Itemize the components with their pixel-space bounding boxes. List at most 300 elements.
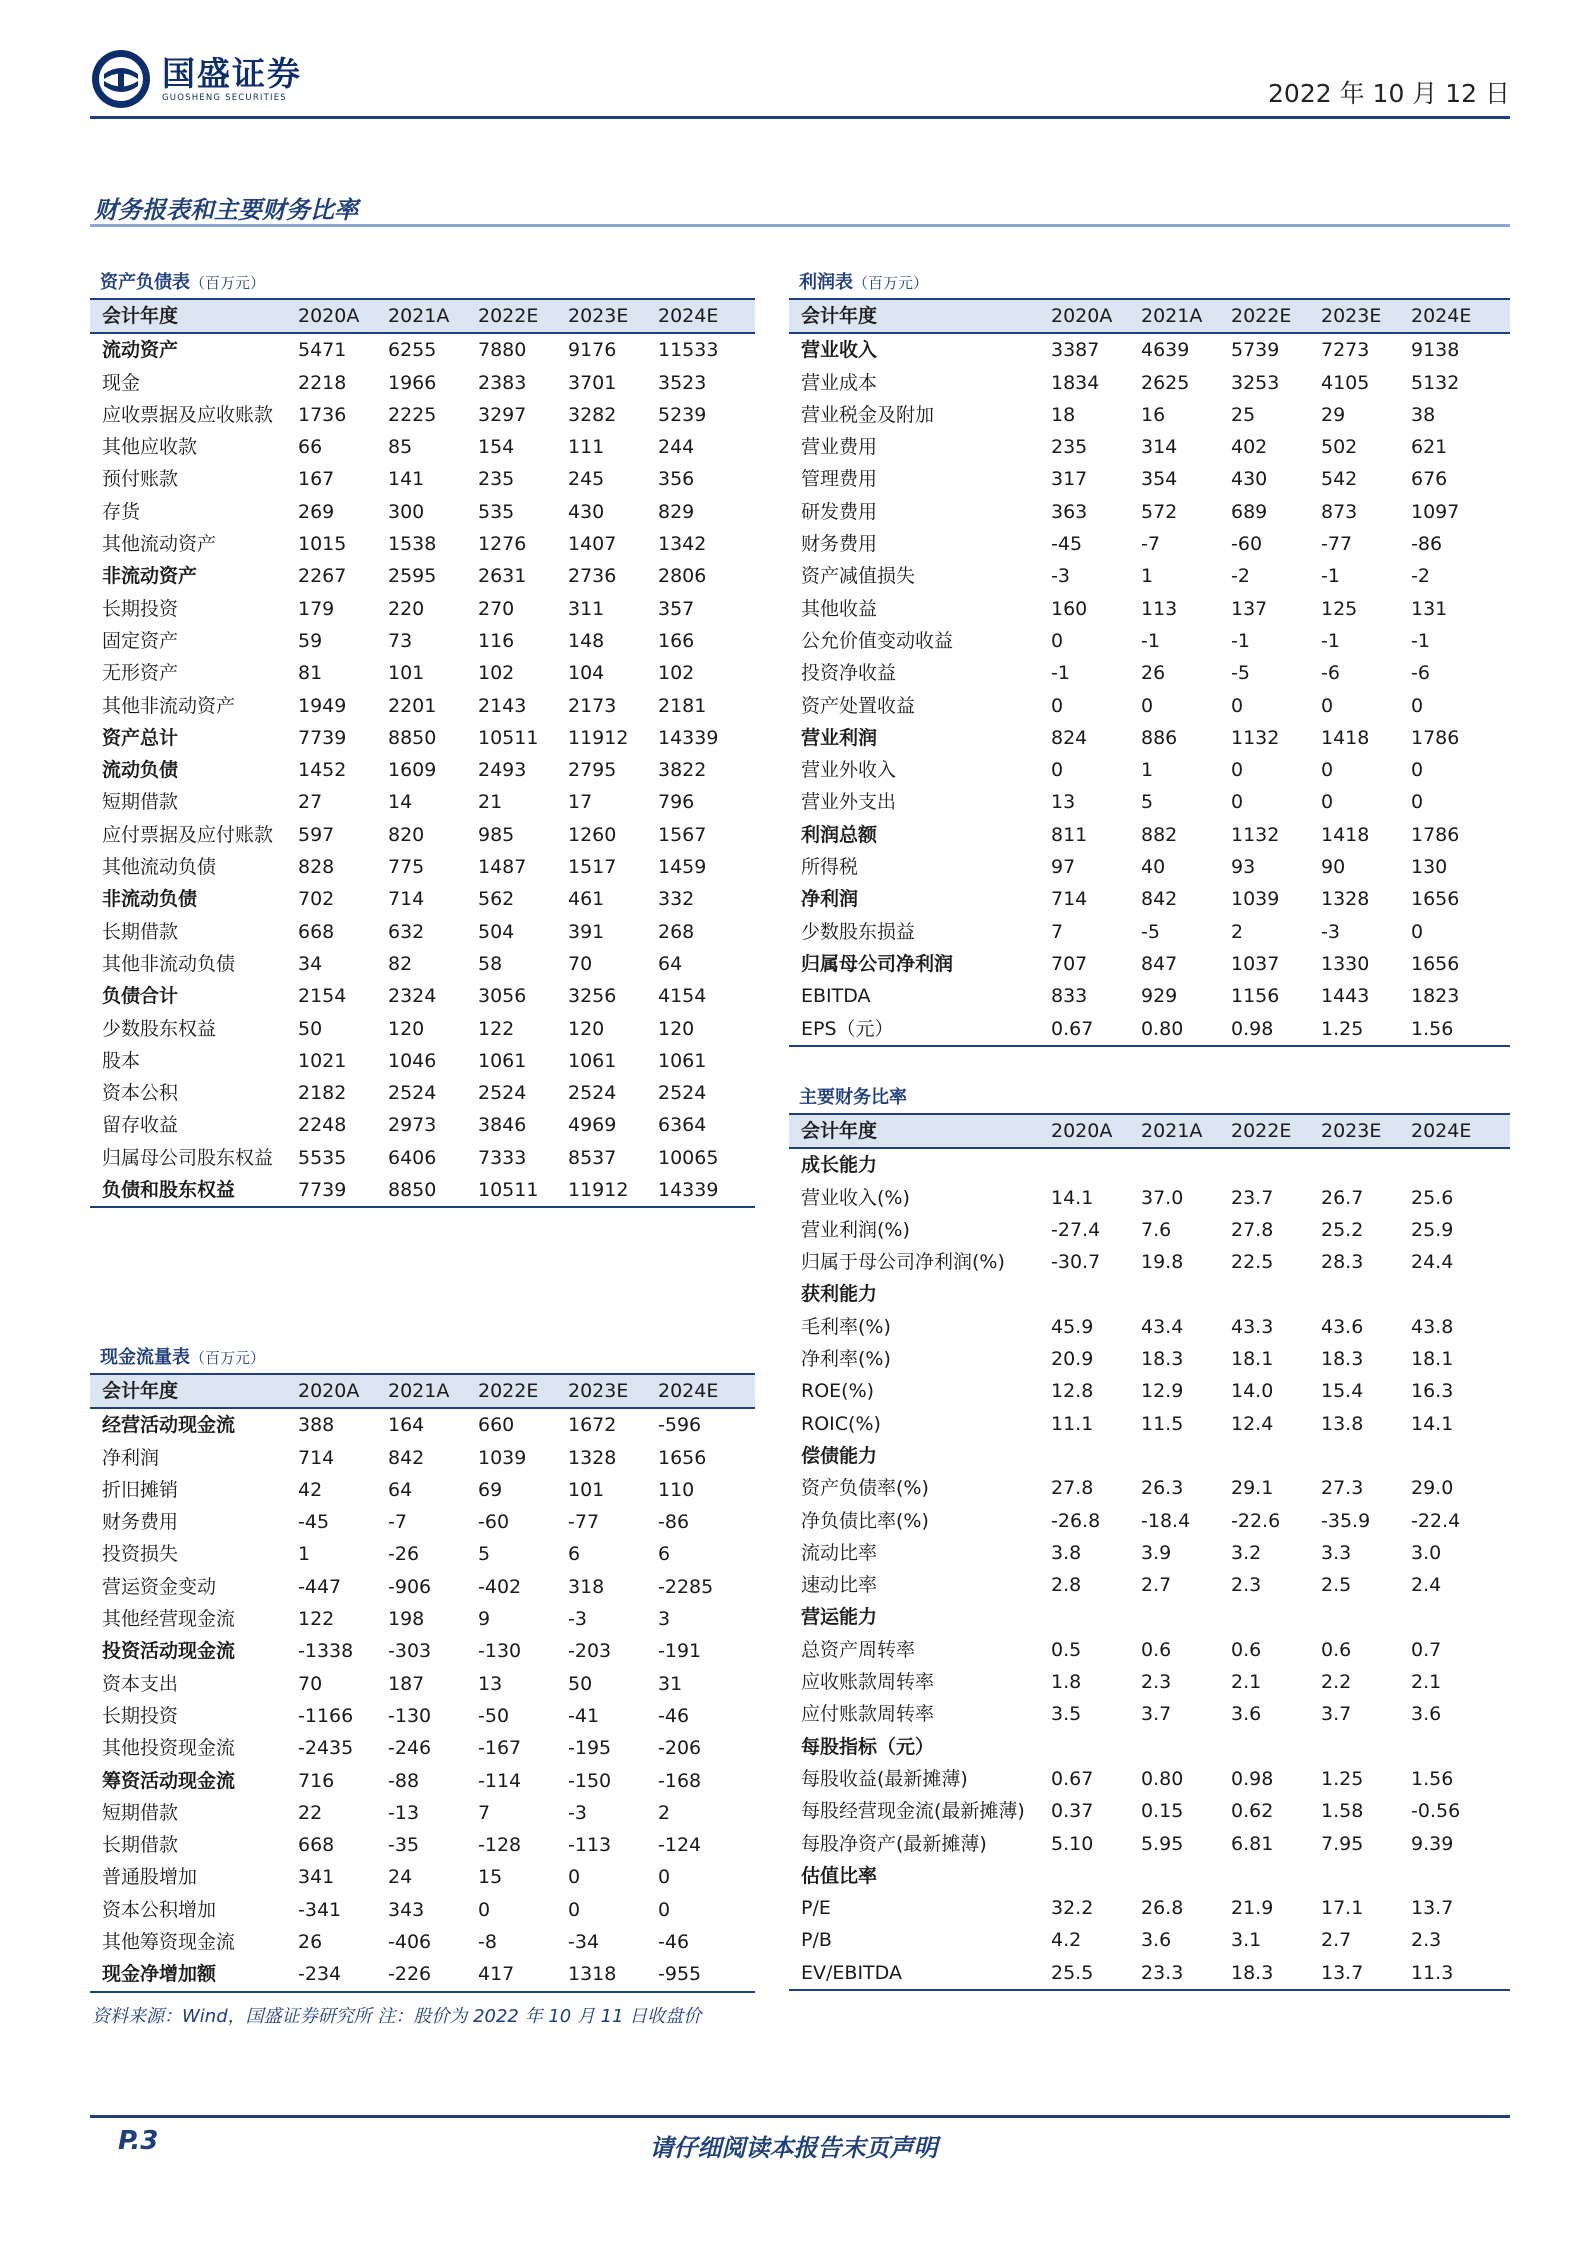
table-row — [90, 1829, 755, 1861]
cell-value: 828 — [298, 856, 335, 879]
cell-value: 1 — [1141, 759, 1154, 782]
cell-value — [1051, 1731, 1141, 1763]
balance-sheet-title — [90, 268, 755, 298]
cell-value: 2736 — [568, 565, 617, 588]
table-row — [789, 1343, 1510, 1375]
cell-value: 2324 — [388, 985, 437, 1008]
cell-value: 0 — [1411, 759, 1424, 782]
table-row — [90, 851, 755, 883]
cell-value — [1141, 1440, 1231, 1472]
row-label: 营业收入(%) — [801, 1186, 910, 1209]
cell-value: 3256 — [568, 985, 617, 1008]
cell-value: 3.6 — [1141, 1929, 1172, 1952]
cell-value: 18.1 — [1231, 1348, 1274, 1371]
cell-value: 28.3 — [1321, 1251, 1364, 1274]
table-row — [90, 1861, 755, 1893]
column-header-year: 2024E — [1411, 1115, 1510, 1148]
table-row — [789, 1666, 1510, 1698]
cell-value: -45 — [298, 1511, 330, 1534]
row-label: 每股经营现金流(最新摊薄) — [801, 1800, 1025, 1823]
cell-value: 3.1 — [1231, 1929, 1262, 1952]
cell-value: 6 — [658, 1543, 671, 1566]
cell-value — [1321, 1440, 1411, 1472]
cell-value: 2493 — [478, 759, 527, 782]
cell-value: -22.6 — [1231, 1509, 1281, 1532]
table-header-row — [90, 300, 755, 333]
cell-value: -303 — [388, 1640, 432, 1663]
table-row — [90, 819, 755, 851]
cell-value: 0.80 — [1141, 1013, 1231, 1046]
cell-value: 7739 — [298, 726, 347, 749]
cell-value: 42 — [298, 1478, 323, 1501]
row-label: 财务费用 — [801, 533, 878, 556]
cash-flow-table — [90, 1343, 755, 1993]
cell-value — [1051, 1860, 1141, 1892]
table-row — [90, 722, 755, 754]
section-divider — [90, 224, 1510, 227]
cell-value: 13.7 — [1321, 1957, 1411, 1990]
cell-value: 29.0 — [1411, 1477, 1454, 1500]
cell-value: -88 — [388, 1769, 420, 1792]
cell-value: 0 — [1411, 791, 1424, 814]
cell-value: 3297 — [478, 403, 527, 426]
cell-value: 179 — [298, 597, 335, 620]
cell-value: 2.7 — [1321, 1929, 1352, 1952]
cell-value: 833 — [1051, 985, 1088, 1008]
cell-value: 2267 — [298, 565, 347, 588]
cell-value: 1538 — [388, 533, 437, 556]
cell-value: 2383 — [478, 371, 527, 394]
cell-value: 5471 — [298, 339, 347, 362]
cell-value: 235 — [478, 468, 515, 491]
cell-value: -13 — [388, 1801, 420, 1824]
row-label: 营业税金及附加 — [801, 403, 935, 426]
cell-value: 0.67 — [1051, 1013, 1141, 1046]
table-row — [789, 948, 1510, 980]
cell-value: 2625 — [1141, 371, 1190, 394]
table-row — [90, 1668, 755, 1700]
table-row — [90, 980, 755, 1012]
row-label: 短期借款 — [102, 791, 179, 814]
cell-value: -406 — [388, 1931, 432, 1954]
column-header-year: 2021A — [1141, 1115, 1231, 1148]
table-row — [90, 916, 755, 948]
cell-value: 0.62 — [1231, 1800, 1274, 1823]
cell-value: 2795 — [568, 759, 617, 782]
row-label: 少数股东权益 — [102, 1017, 217, 1040]
table-row — [789, 1698, 1510, 1730]
cell-value: 18.3 — [1231, 1957, 1321, 1990]
cell-value: 70 — [568, 952, 593, 975]
cell-value: -7 — [388, 1511, 407, 1534]
column-header-year: 2022E — [1231, 300, 1321, 333]
cell-value: 27 — [298, 791, 323, 814]
cell-value: 886 — [1141, 726, 1178, 749]
cell-value: 2201 — [388, 694, 437, 717]
cell-value: 1517 — [568, 856, 617, 879]
row-label: 经营活动现金流 — [102, 1414, 236, 1437]
cell-value: 12.8 — [1051, 1380, 1094, 1403]
cell-value: 5 — [478, 1543, 491, 1566]
cell-value: 343 — [388, 1898, 425, 1921]
table-row — [789, 1182, 1510, 1214]
table-row — [789, 657, 1510, 689]
cell-value: 985 — [478, 823, 515, 846]
table-row — [789, 1763, 1510, 1795]
cell-value: 32.2 — [1051, 1897, 1094, 1920]
row-label: 资产处置收益 — [801, 694, 916, 717]
row-label: 流动负债 — [102, 759, 179, 782]
cell-value: -906 — [388, 1575, 432, 1598]
cell-value: 1949 — [298, 694, 347, 717]
row-label: 留存收益 — [102, 1114, 179, 1137]
row-label: 现金净增加额 — [90, 1958, 298, 1991]
cell-value: 5.10 — [1051, 1832, 1094, 1855]
cell-value: 1156 — [1231, 985, 1280, 1008]
cell-value: 43.3 — [1231, 1315, 1274, 1338]
cell-value: -113 — [568, 1834, 612, 1857]
cell-value: 1328 — [568, 1446, 617, 1469]
column-header-label: 会计年度 — [789, 300, 1051, 333]
cell-value: 2.1 — [1411, 1671, 1442, 1694]
table-row — [789, 1860, 1510, 1892]
cell-value: 1328 — [1321, 888, 1370, 911]
cell-value: 3523 — [658, 371, 707, 394]
cell-value: 402 — [1231, 436, 1268, 459]
table-row — [90, 1700, 755, 1732]
cell-value: 332 — [658, 888, 695, 911]
row-label: 现金 — [102, 371, 141, 394]
cell-value — [1411, 1860, 1510, 1892]
cell-value: 842 — [388, 1446, 425, 1469]
table-row — [90, 1013, 755, 1045]
cell-value: 6255 — [388, 339, 437, 362]
cell-value: 12.4 — [1231, 1412, 1274, 1435]
cell-value: 714 — [298, 1446, 335, 1469]
cell-value: 502 — [1321, 436, 1358, 459]
table-header-row — [789, 1115, 1510, 1148]
cell-value: -26 — [388, 1543, 420, 1566]
cell-value: 388 — [298, 1414, 335, 1437]
cell-value: -45 — [1051, 533, 1083, 556]
row-label: 毛利率(%) — [801, 1315, 891, 1338]
table-row — [90, 333, 755, 366]
cell-value — [1231, 1860, 1321, 1892]
row-label: 投资净收益 — [801, 662, 897, 685]
cell-value: 2.3 — [1411, 1929, 1442, 1952]
row-label: 应付票据及应付账款 — [102, 823, 274, 846]
row-label: 长期借款 — [102, 1834, 179, 1857]
cell-value: 58 — [478, 952, 503, 975]
cell-value: 1037 — [1231, 952, 1280, 975]
cell-value: -206 — [658, 1737, 702, 1760]
table-row — [789, 819, 1510, 851]
cell-value: 1039 — [478, 1446, 527, 1469]
cell-value: 2524 — [568, 1082, 617, 1105]
cell-value — [1051, 1601, 1141, 1633]
row-label: 应收票据及应收账款 — [102, 403, 274, 426]
column-header-year: 2020A — [1051, 1115, 1141, 1148]
cell-value: -30.7 — [1051, 1251, 1101, 1274]
cell-value: 1459 — [658, 856, 707, 879]
cell-value: 1015 — [298, 533, 347, 556]
cell-value: 5535 — [298, 1146, 347, 1169]
cell-value: 11.3 — [1411, 1957, 1510, 1990]
cell-value: 9 — [478, 1608, 491, 1631]
cell-value: 26.3 — [1141, 1477, 1184, 1500]
table-row — [789, 1440, 1510, 1472]
cell-value: 90 — [1321, 856, 1346, 879]
row-label: 预付账款 — [102, 468, 179, 491]
row-label: 营业利润 — [801, 726, 878, 749]
cell-value: 7333 — [478, 1146, 527, 1169]
cell-value: 5739 — [1231, 339, 1280, 362]
cell-value: 0 — [1141, 694, 1154, 717]
cell-value: 2806 — [658, 565, 707, 588]
cell-value: 11912 — [568, 1174, 658, 1207]
cell-value: 2524 — [388, 1082, 437, 1105]
cell-value: 1418 — [1321, 726, 1370, 749]
cell-value: 13.8 — [1321, 1412, 1364, 1435]
cell-value: 34 — [298, 952, 323, 975]
table-row — [90, 560, 755, 592]
financial-ratios-title: 主要财务比率 — [799, 1087, 907, 1108]
table-row — [90, 948, 755, 980]
cell-value: -2 — [1411, 565, 1430, 588]
cell-value — [1051, 1440, 1141, 1472]
cell-value: 1823 — [1411, 985, 1460, 1008]
column-header-year: 2023E — [568, 1375, 658, 1408]
cell-value: 10065 — [658, 1146, 719, 1169]
row-label: 其他非流动资产 — [102, 694, 236, 717]
cell-value: 2154 — [298, 985, 347, 1008]
cell-value: 15.4 — [1321, 1380, 1364, 1403]
cell-value: -27.4 — [1051, 1218, 1101, 1241]
table-row — [789, 431, 1510, 463]
cell-value — [1231, 1440, 1321, 1472]
cell-value: 69 — [478, 1478, 503, 1501]
cell-value: -150 — [568, 1769, 612, 1792]
row-label: 短期借款 — [102, 1801, 179, 1824]
cell-value: 796 — [658, 791, 695, 814]
cell-value: 8850 — [388, 1174, 478, 1207]
cell-value: 0.6 — [1321, 1638, 1352, 1661]
table-row — [90, 367, 755, 399]
cell-value: 5.95 — [1141, 1832, 1184, 1855]
cell-value: 220 — [388, 597, 425, 620]
table-row — [90, 754, 755, 786]
row-label: 其他经营现金流 — [102, 1608, 236, 1631]
cell-value: 0 — [1411, 920, 1424, 943]
table-row — [789, 1311, 1510, 1343]
cell-value: -128 — [478, 1834, 522, 1857]
cell-value: -1 — [1051, 662, 1070, 685]
cell-value: -5 — [1231, 662, 1250, 685]
footer-divider — [90, 2115, 1510, 2118]
table-row — [789, 1601, 1510, 1633]
cell-value: 1418 — [1321, 823, 1370, 846]
table-row — [90, 1045, 755, 1077]
cell-value: 0 — [1231, 791, 1244, 814]
cell-value: 1.25 — [1321, 1767, 1364, 1790]
cell-value: 0.98 — [1231, 1767, 1274, 1790]
table-row — [789, 1013, 1510, 1046]
cell-value: 116 — [478, 629, 515, 652]
cell-value: -6 — [1321, 662, 1340, 685]
column-header-year: 2023E — [1321, 1115, 1411, 1148]
row-label: 速动比率 — [801, 1574, 878, 1597]
cell-value: 12.9 — [1141, 1380, 1184, 1403]
cell-value: 50 — [568, 1672, 593, 1695]
cell-value: 3 — [658, 1608, 671, 1631]
cell-value: 668 — [298, 920, 335, 943]
column-header-year: 2022E — [1231, 1115, 1321, 1148]
table-unit-text: （百万元） — [190, 274, 266, 292]
cell-value: -168 — [658, 1769, 702, 1792]
cell-value — [1231, 1601, 1321, 1633]
row-label: EV/EBITDA — [789, 1957, 1051, 1990]
cell-value: 26 — [298, 1931, 323, 1954]
cell-value: 23.3 — [1141, 1957, 1231, 1990]
cell-value: 2524 — [478, 1082, 527, 1105]
cell-value: 4105 — [1321, 371, 1370, 394]
cell-value: 1452 — [298, 759, 347, 782]
cell-value: 2524 — [658, 1082, 707, 1105]
cell-value: 14.1 — [1051, 1186, 1094, 1209]
source-note: 资料来源：Wind，国盛证券研究所 注：股价为 2022 年 10 月 11 日收盘价 — [92, 2006, 702, 2027]
table-unit-text: （百万元） — [190, 1349, 266, 1367]
table-title-text: 资产负债表 — [100, 272, 190, 293]
cell-value: -596 — [658, 1414, 702, 1437]
cell-value: 775 — [388, 856, 425, 879]
column-header-label: 会计年度 — [789, 1115, 1051, 1148]
cell-value: 2 — [1231, 920, 1244, 943]
table-row — [789, 883, 1510, 915]
row-label: 资本公积 — [102, 1082, 179, 1105]
table-row — [789, 1795, 1510, 1827]
cell-value: 269 — [298, 500, 335, 523]
cell-value: 130 — [1411, 856, 1448, 879]
cell-value: 27.8 — [1051, 1477, 1094, 1500]
column-header-year: 2024E — [1411, 300, 1510, 333]
cell-value: 391 — [568, 920, 605, 943]
cell-value: 632 — [388, 920, 425, 943]
cell-value: 29.1 — [1231, 1477, 1274, 1500]
cell-value: 137 — [1231, 597, 1268, 620]
cell-value — [1231, 1731, 1321, 1763]
cell-value: 1097 — [1411, 500, 1460, 523]
table-row — [90, 528, 755, 560]
cell-value: 13.7 — [1411, 1897, 1454, 1920]
row-label: P/E — [801, 1897, 831, 1920]
row-label: 营业外支出 — [801, 791, 897, 814]
row-label: 流动比率 — [801, 1541, 878, 1564]
cell-value: 14.1 — [1411, 1412, 1454, 1435]
cell-value: 535 — [478, 500, 515, 523]
row-label: 长期投资 — [102, 1704, 179, 1727]
cell-value: -1338 — [298, 1640, 354, 1663]
cell-value: 22 — [298, 1801, 323, 1824]
row-label: 其他收益 — [801, 597, 878, 620]
cell-value: 101 — [388, 662, 425, 685]
cell-value — [1141, 1148, 1231, 1181]
cell-value: 0.7 — [1411, 1638, 1442, 1661]
cell-value: 11.1 — [1051, 1412, 1094, 1435]
cell-value: 0 — [1321, 759, 1334, 782]
cell-value: 82 — [388, 952, 413, 975]
cell-value: -60 — [1231, 533, 1263, 556]
table-row — [90, 1506, 755, 1538]
cell-value: 10511 — [478, 1174, 568, 1207]
table-row — [789, 1408, 1510, 1440]
cell-value: 1046 — [388, 1049, 437, 1072]
cell-value: -234 — [298, 1958, 388, 1991]
cell-value: 2182 — [298, 1082, 347, 1105]
row-label: 长期投资 — [102, 597, 179, 620]
cell-value: 0.98 — [1231, 1013, 1321, 1046]
cell-value: -2 — [1231, 565, 1250, 588]
cell-value: 4639 — [1141, 339, 1190, 362]
table-row — [789, 851, 1510, 883]
cell-value — [1231, 1148, 1321, 1181]
cell-value: 14.0 — [1231, 1380, 1274, 1403]
cell-value: 2.3 — [1141, 1671, 1172, 1694]
cell-value: 2143 — [478, 694, 527, 717]
cell-value: -7 — [1141, 533, 1160, 556]
cell-value: 187 — [388, 1672, 425, 1695]
cell-value: -191 — [658, 1640, 702, 1663]
cell-value: -1166 — [298, 1704, 354, 1727]
cell-value: 11.5 — [1141, 1412, 1184, 1435]
table-row — [90, 1109, 755, 1141]
cell-value: 572 — [1141, 500, 1178, 523]
cell-value: 357 — [658, 597, 695, 620]
cell-value: 10511 — [478, 726, 539, 749]
cell-value: 93 — [1231, 856, 1256, 879]
cell-value: 829 — [658, 500, 695, 523]
cell-value — [1321, 1148, 1411, 1181]
cell-value: 417 — [478, 1958, 568, 1991]
cell-value: 7.95 — [1321, 1832, 1364, 1855]
cell-value: 14339 — [658, 726, 719, 749]
column-header-year: 2023E — [568, 300, 658, 333]
table-row — [90, 399, 755, 431]
cell-value: 311 — [568, 597, 605, 620]
cell-value: 1318 — [568, 1958, 658, 1991]
cell-value: 716 — [298, 1769, 335, 1792]
cell-value: 0.37 — [1051, 1800, 1094, 1823]
cell-value: 1736 — [298, 403, 347, 426]
cell-value: -77 — [1321, 533, 1353, 556]
row-label: 筹资活动现金流 — [102, 1769, 236, 1792]
table-title-text: 现金流量表 — [100, 1347, 190, 1368]
cell-value: 461 — [568, 888, 605, 911]
cell-value: 5239 — [658, 403, 707, 426]
table-row — [789, 1924, 1510, 1956]
cell-value: 0.80 — [1141, 1767, 1184, 1790]
row-label: 应收账款周转率 — [801, 1671, 935, 1694]
cell-value: 2595 — [388, 565, 437, 588]
cell-value: 18.3 — [1321, 1348, 1364, 1371]
cell-value: 0 — [1231, 759, 1244, 782]
cell-value — [1051, 1148, 1141, 1181]
row-label: 股本 — [102, 1049, 141, 1072]
cell-value: 102 — [658, 662, 695, 685]
cell-value: 1609 — [388, 759, 437, 782]
cell-value: 120 — [568, 1017, 605, 1040]
cell-value: 1443 — [1321, 985, 1370, 1008]
cell-value: 676 — [1411, 468, 1448, 491]
